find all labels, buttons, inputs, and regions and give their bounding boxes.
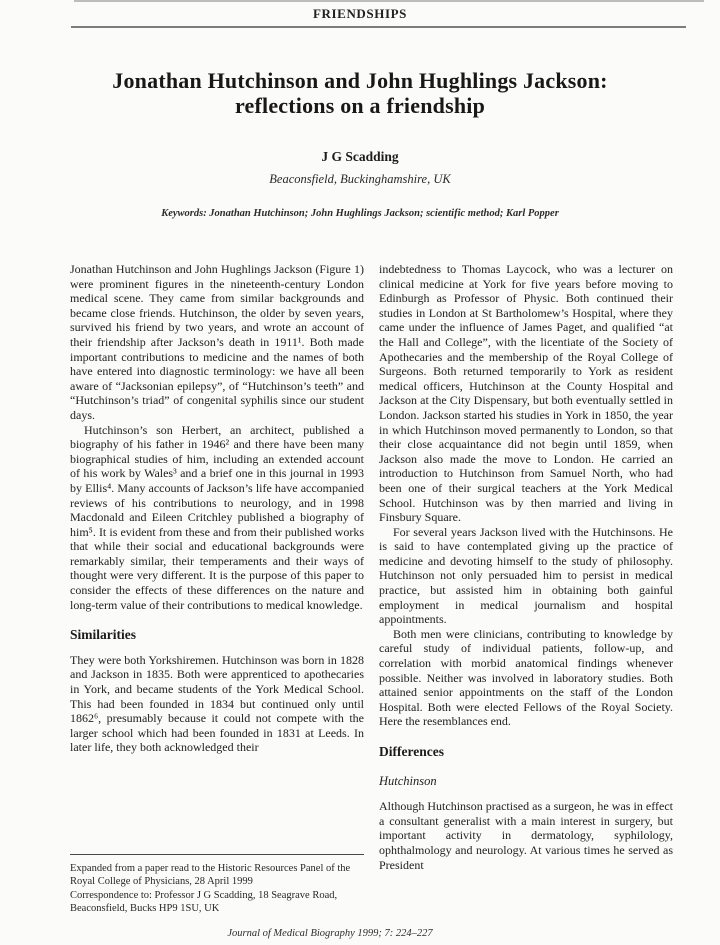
article-title <box>60 68 660 118</box>
section-heading-differences: Differences <box>379 744 444 759</box>
author-name: J G Scadding <box>321 149 399 164</box>
article-title-line2: reflections on a friendship <box>234 93 486 118</box>
footnote-block <box>70 854 364 915</box>
paragraph-hutchinson-practice: Although Hutchinson practised as a surgeon, he was in effect a consultant generalist with a main interest in surgery, but important activity in dermatology, syphilology, ophthalmology and neurology. At various times he served as President <box>379 799 673 872</box>
section-heading-similarities: Similarities <box>70 627 136 643</box>
keywords-line: Keywords: Jonathan Hutchinson; John Hughlings Jackson; scientific method; Karl Popper <box>161 208 559 219</box>
footnote-rule <box>70 854 364 855</box>
header-rule <box>71 26 686 28</box>
journal-citation-footer: Journal of Medical Biography 1999; 7: 224–227 <box>227 928 433 939</box>
paragraph-clinicians: Both men were clinicians, contributing to knowledge by careful study of individual patients, follow-up, and correlation with morbid anatomical findings whenever possible. Neither was involved in laboratory studies. Both attained senior appointments on the staff of the London Hospital. Both were elected Fellows of the Royal Society. Here the resemblances end. <box>379 626 673 729</box>
running-head: FRIENDSHIPS <box>312 6 407 21</box>
paragraph-similarities: They were both Yorkshiremen. Hutchinson was born in 1828 and Jackson in 1835. Both were apprenticed to apothecaries in York, and became students of the York Medical School. This had been founded in 1834 but continued only until 1862⁶, presumably because it could not compete with the larger school which had been founded in 1831 at Leeds. In later life, they both acknowledged their <box>70 652 364 755</box>
page-edge-scan-line <box>74 0 704 2</box>
article-body <box>70 262 674 915</box>
paragraph-introduction: Jonathan Hutchinson and John Hughlings Jackson (Figure 1) were prominent figures in the nineteenth-century London medical scene. They came from similar backgrounds and became close friends. Hutchinson, the older by seven years, survived his friend by two years, and wrote an account of their friendship after Jackson’s death in 1911¹. Both made important contributions to medicine and the names of both have entered into diagnostic terminology: we have all been aware of “Jacksonian epilepsy”, of “Hutchinson’s teeth” and “Hutchinson’s triad” of congenital syphilis since our student days. <box>70 262 364 422</box>
author-affiliation: Beaconsfield, Buckinghamshire, UK <box>269 172 451 186</box>
paragraph-jackson-lived: For several years Jackson lived with the Hutchinsons. He is said to have contemplated giving up the practice of medicine and devoting himself to the study of philosophy. Hutchinson not only persuaded him to persist in medical practice, but assisted him in obtaining both gainful employment in medical journalism and hospital appointments. <box>379 524 673 627</box>
paragraph-continuation: indebtedness to Thomas Laycock, who was a lecturer on clinical medicine at York for five years before moving to Edinburgh as Professor of Physic. Both continued their studies in London at St Bartholomew’s Hospital, where they came under the influence of James Paget, and qualified “at the Hall and College”, with the licentiate of the Society of Apothecaries and the membership of the Royal College of Surgeons. Both returned temporarily to York as resident medical officers, Hutchinson at the County Hospital and Jackson at the City Dispensary, but both eventually settled in London. Jackson started his studies in York in 1850, the year in which Hutchinson moved permanently to London, so that their close acquaintance did not begin until 1859, when Jackson also made the move to London. He carried an introduction to Hutchinson from Samuel North, who had been one of their surgical teachers at the York Medical School. Hutchinson was by then married and living in Finsbury Square. <box>379 262 673 525</box>
left-column <box>70 262 364 915</box>
right-column <box>379 262 673 915</box>
subsection-heading-hutchinson: Hutchinson <box>379 773 437 788</box>
paragraph-biographies: Hutchinson’s son Herbert, an architect, published a biography of his father in 1946² and there have been many biographical studies of him, including an extended account of his work by Wales³ and a brief one in this journal in 1993 by Ellis⁴. Many accounts of Jackson’s life have accompanied reviews of his contributions to neurology, and in 1998 Macdonald and Eileen Critchley published a biography of him⁵. It is evident from these and from their published works that while their social and educational backgrounds were remarkably similar, their temperaments and their ways of thought were very different. It is the purpose of this paper to consider the effects of these differences on the nature and long-term value of their contributions to medical knowledge. <box>70 422 364 612</box>
footnote-correspondence: Correspondence to: Professor J G Scadding, 18 Seagrave Road, Beaconsfield, Bucks HP9 1SU, UK <box>70 889 338 914</box>
article-title-line1: Jonathan Hutchinson and John Hughlings Jackson: <box>112 68 608 93</box>
footnote-expanded-from: Expanded from a paper read to the Historic Resources Panel of the Royal College of Physicians, 28 April 1999 <box>70 863 351 888</box>
page-header <box>0 0 720 28</box>
